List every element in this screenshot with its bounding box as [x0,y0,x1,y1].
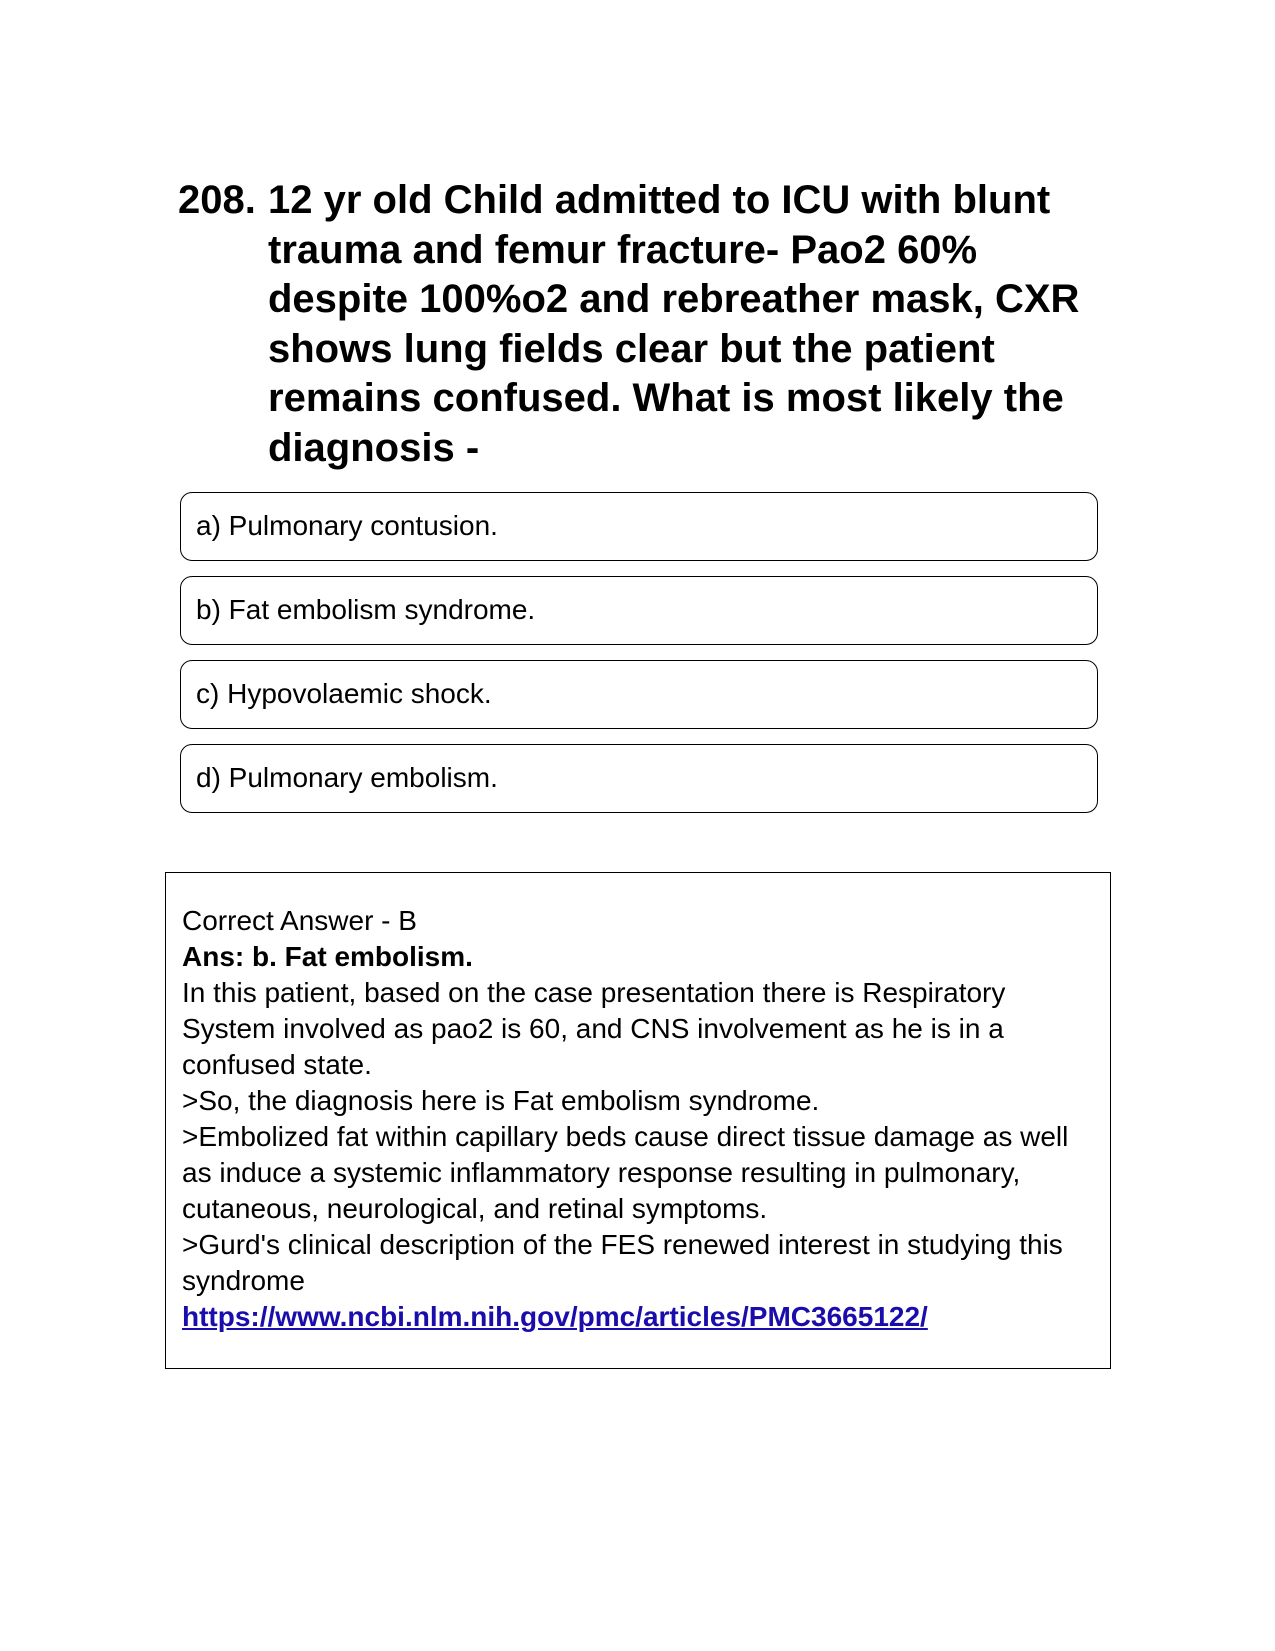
question-number: 208. [178,178,256,222]
option-d[interactable]: d) Pulmonary embolism. [180,744,1098,813]
option-b[interactable]: b) Fat embolism syndrome. [180,576,1098,645]
explanation-paragraph-4: >Gurd's clinical description of the FES renewed interest in studying this syndrome [182,1229,1063,1296]
explanation-paragraph-1: In this patient, based on the case presentation there is Respiratory System involved as pao2 is 60, and CNS involvement as he is in a confused state. [182,977,1006,1080]
question-block [178,176,1098,473]
answer-explanation-box [165,872,1111,1369]
ans-summary-line: Ans: b. Fat embolism. [182,941,473,972]
question-text: 12 yr old Child admitted to ICU with blunt trauma and femur fracture- Pao2 60% despite 100%o2 and rebreather mask, CXR shows lung fields clear but the patient remains confused. What is most likely the diagnosis - [268,178,1080,470]
reference-link-line [182,1299,1094,1335]
correct-answer-line: Correct Answer - B [182,905,417,936]
options-list [180,492,1098,828]
reference-link[interactable]: https://www.ncbi.nlm.nih.gov/pmc/articles/PMC3665122/ [182,1301,928,1332]
option-a[interactable]: a) Pulmonary contusion. [180,492,1098,561]
option-c[interactable]: c) Hypovolaemic shock. [180,660,1098,729]
explanation-paragraph-3: >Embolized fat within capillary beds cause direct tissue damage as well as induce a systemic inflammatory response resulting in pulmonary, cutaneous, neurological, and retinal symptoms. [182,1121,1069,1224]
explanation-paragraph-2: >So, the diagnosis here is Fat embolism syndrome. [182,1085,820,1116]
